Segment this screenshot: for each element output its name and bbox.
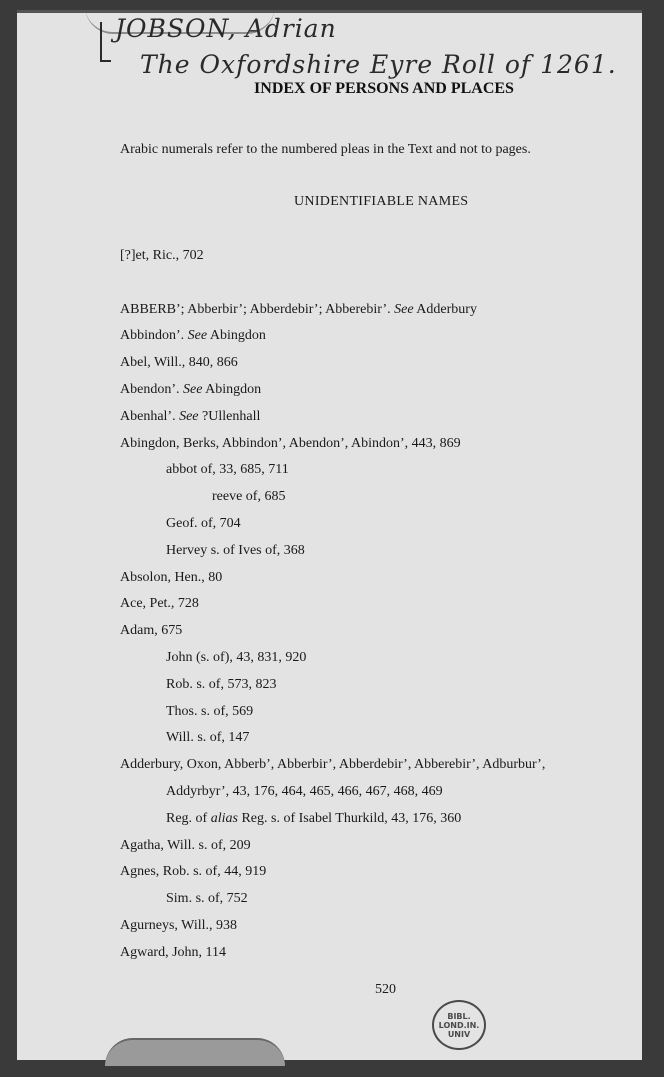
index-subentry: Rob. s. of, 573, 823 — [166, 677, 277, 692]
index-entry: Ace, Pet., 728 — [120, 596, 199, 611]
stamp-line-3: UNIV — [447, 1029, 471, 1039]
index-subentry: Thos. s. of, 569 — [166, 704, 254, 719]
document-page — [17, 10, 642, 1060]
index-entry: Agurneys, Will., 938 — [120, 918, 238, 933]
index-entry: [?]et, Ric., 702 — [120, 248, 204, 263]
page-number: 520 — [375, 982, 396, 997]
index-subentry: Reg. of alias Reg. s. of Isabel Thurkild, 43, 176, 360 — [166, 811, 462, 826]
index-entry: Adderbury, Oxon, Abberb’, Abberbir’, Abberdebir’, Abberebir’, Adburbur’, — [120, 757, 546, 772]
index-entry: ABBERB’; Abberbir’; Abberdebir’; Abberebir’. See Adderbury — [120, 302, 477, 317]
index-subentry: Hervey s. of Ives of, 368 — [166, 543, 305, 558]
page-title: INDEX OF PERSONS AND PLACES — [254, 80, 514, 97]
handwritten-book-title: The Oxfordshire Eyre Roll of 1261. — [140, 50, 617, 79]
library-stamp — [432, 1000, 486, 1050]
index-entry: Agnes, Rob. s. of, 44, 919 — [120, 864, 267, 879]
index-entry: Absolon, Hen., 80 — [120, 570, 223, 585]
index-entry: Abenhal’. See ?Ullenhall — [120, 409, 261, 424]
handwritten-bracket — [100, 22, 111, 62]
index-subentry: abbot of, 33, 685, 711 — [166, 462, 289, 477]
index-subentry: John (s. of), 43, 831, 920 — [166, 650, 307, 665]
index-subentry: reeve of, 685 — [212, 489, 286, 504]
index-subentry: Geof. of, 704 — [166, 516, 241, 531]
index-entry: Agward, John, 114 — [120, 945, 227, 960]
section-subtitle: UNIDENTIFIABLE NAMES — [294, 194, 469, 209]
intro-note: Arabic numerals refer to the numbered pleas in the Text and not to pages. — [120, 142, 531, 157]
index-entry: Abendon’. See Abingdon — [120, 382, 262, 397]
handwritten-author: JOBSON, Adrian — [115, 14, 337, 43]
stamp-line-2: LOND.IN. — [438, 1020, 480, 1030]
index-entry: Abel, Will., 840, 866 — [120, 355, 238, 370]
index-entry: Agatha, Will. s. of, 209 — [120, 838, 251, 853]
index-entry: Abbindon’. See Abingdon — [120, 328, 266, 343]
binding-clip-bottom — [105, 1038, 285, 1066]
index-subentry: Sim. s. of, 752 — [166, 891, 248, 906]
index-subentry: Addyrbyr’, 43, 176, 464, 465, 466, 467, 468, 469 — [166, 784, 443, 799]
index-entry: Adam, 675 — [120, 623, 183, 638]
stamp-line-1: BIBL. — [447, 1011, 471, 1021]
index-entry: Abingdon, Berks, Abbindon’, Abendon’, Abindon’, 443, 869 — [120, 436, 461, 451]
index-subentry: Will. s. of, 147 — [166, 730, 250, 745]
